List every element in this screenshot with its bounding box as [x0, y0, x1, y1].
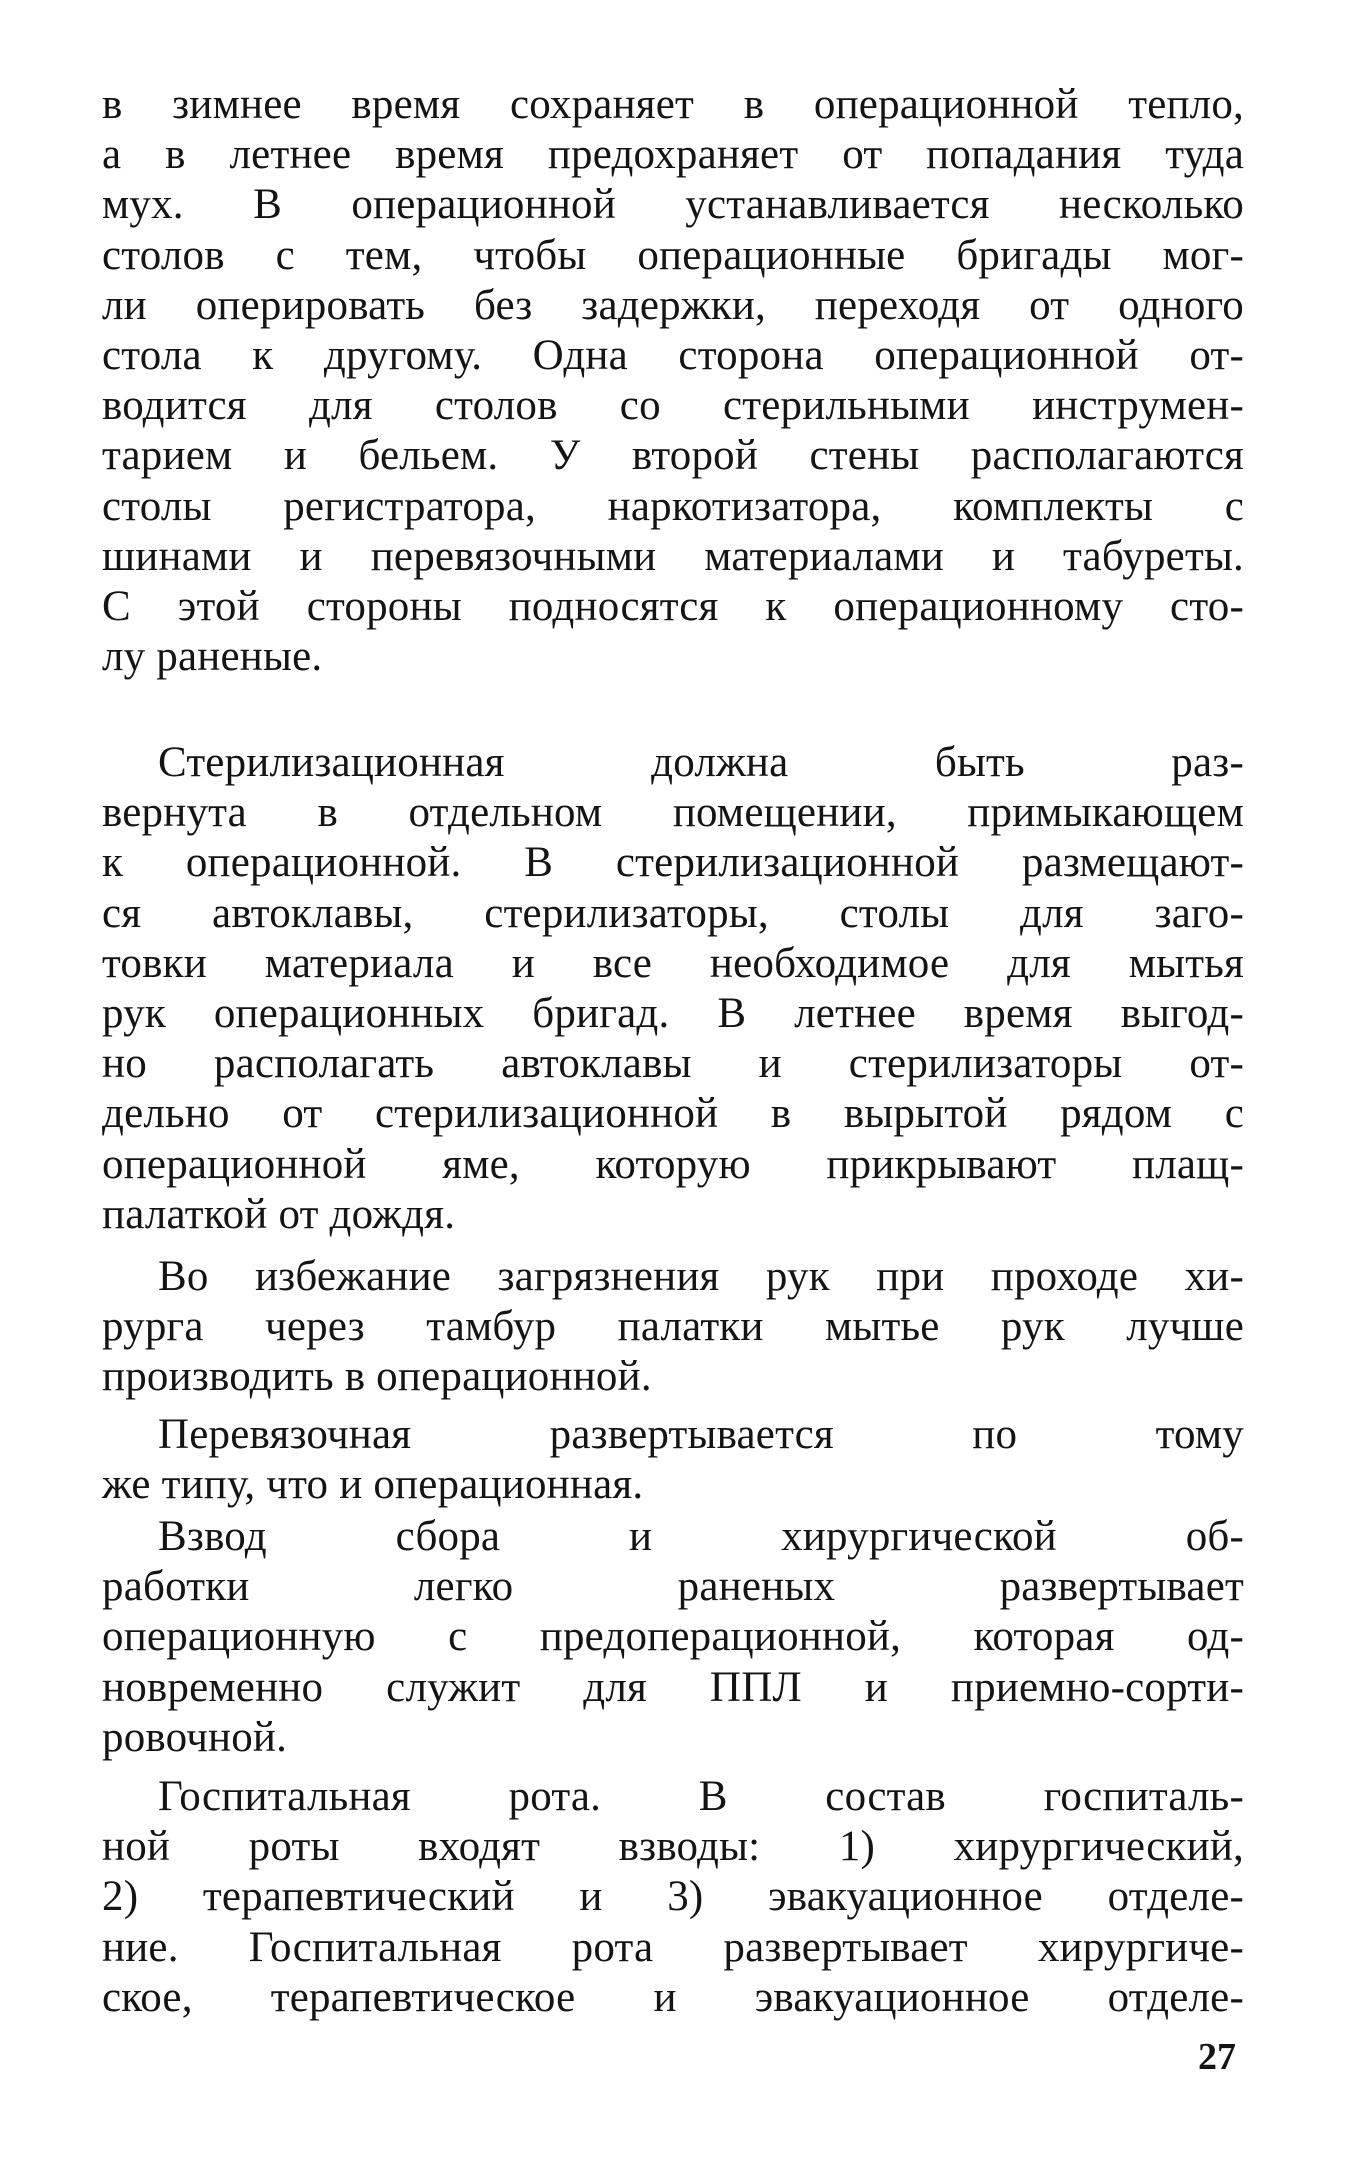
text-line: дельно от стерилизационной в вырытой рядом с — [102, 1090, 1244, 1138]
text-line: Во избежание загрязнения рук при проходе хи- — [158, 1253, 1244, 1300]
text-line: работки легко раненых развертывает — [102, 1563, 1244, 1611]
text-line: ское, терапевтическое и эвакуационное отделе- — [102, 1973, 1244, 2021]
paragraph-1 — [102, 80, 1244, 682]
text-line: но располагать автоклавы и стерилизаторы от- — [102, 1040, 1244, 1088]
text-line: новременно служит для ППЛ и приемно-сорти- — [102, 1663, 1244, 1711]
paragraph-6 — [102, 1772, 1244, 2023]
paragraph-4 — [102, 1410, 1244, 1510]
page-number: 27 — [1198, 2036, 1236, 2078]
text-line: производить в операционной. — [102, 1353, 652, 1401]
text-line: рук операционных бригад. В летнее время выгод- — [102, 989, 1244, 1037]
text-line: 2) терапевтический и 3) эвакуационное отделе- — [102, 1873, 1244, 1921]
text-line: С этой стороны подносятся к операционному сто- — [102, 582, 1244, 630]
text-line: рурга через тамбур палатки мытье рук лучше — [102, 1303, 1244, 1351]
text-line: тарием и бельем. У второй стены располагаются — [102, 432, 1244, 480]
text-line: палаткой от дождя. — [102, 1190, 456, 1238]
text-line: Стерилизационная должна быть раз- — [158, 739, 1244, 786]
text-line: Перевязочная развертывается по тому — [158, 1411, 1244, 1458]
text-line: ние. Госпитальная рота развертывает хирургиче- — [102, 1923, 1244, 1971]
text-line: вернута в отдельном помещении, примыкающем — [102, 789, 1244, 837]
text-line: операционную с предоперационной, которая од- — [102, 1613, 1244, 1661]
text-line: столов с тем, чтобы операционные бригады мог- — [102, 231, 1244, 279]
text-line: операционной яме, которую прикрывают плащ- — [102, 1140, 1244, 1188]
text-line: ся автоклавы, стерилизаторы, столы для заго- — [102, 889, 1244, 937]
text-line: а в летнее время предохраняет от попадания туда — [102, 131, 1244, 179]
text-line: мух. В операционной устанавливается несколько — [102, 181, 1244, 229]
text-line: Госпитальная рота. В состав госпиталь- — [158, 1773, 1244, 1820]
text-line: стола к другому. Одна сторона операционной от- — [102, 331, 1244, 379]
text-line: Взвод сбора и хирургической об- — [158, 1513, 1244, 1560]
text-line: ли оперировать без задержки, переходя от одного — [102, 281, 1244, 329]
text-line: ной роты входят взводы: 1) хирургический, — [102, 1823, 1244, 1871]
text-line: шинами и перевязочными материалами и табуреты. — [102, 532, 1244, 580]
text-line: к операционной. В стерилизационной размещают- — [102, 839, 1244, 887]
paragraph-5 — [102, 1512, 1244, 1763]
text-line: товки материала и все необходимое для мытья — [102, 939, 1244, 987]
paragraph-3 — [102, 1252, 1244, 1403]
text-line: же типу, что и операционная. — [102, 1461, 644, 1509]
text-line: лу раненые. — [102, 633, 323, 681]
text-line: в зимнее время сохраняет в операционной тепло, — [102, 81, 1244, 128]
text-line: столы регистратора, наркотизатора, комплекты с — [102, 482, 1244, 530]
text-line: водится для столов со стерильными инструмен- — [102, 382, 1244, 430]
text-line: ровочной. — [102, 1713, 288, 1761]
paragraph-2 — [102, 738, 1244, 1240]
